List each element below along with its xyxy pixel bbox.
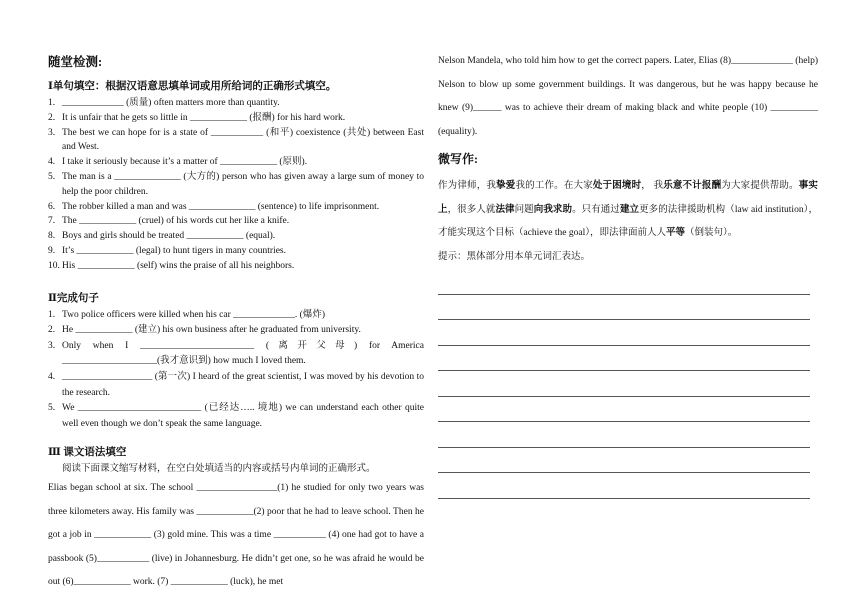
prompt-keyword: 乐意不计报酬: [663, 181, 722, 191]
question-text: Boys and girls should be treated ____________ (equal).: [62, 231, 276, 242]
question-text: _____________ (质量) often matters more than quantity.: [62, 98, 280, 108]
question-number: 9.: [48, 245, 56, 256]
question-text: I take it seriously because it’s a matter of ____________ (原则).: [62, 157, 308, 168]
question-number: 4.: [48, 371, 56, 382]
prompt-text: 。只有通过: [572, 204, 620, 215]
question-item: [48, 126, 424, 156]
answer-line: [438, 397, 810, 423]
answer-line: [438, 295, 810, 321]
question-item: [48, 323, 424, 339]
question-text: ___________________ (第一次) I heard of the great scientist, I was moved by his devotion to the research.: [62, 371, 424, 398]
question-item: [48, 200, 424, 215]
question-number: 5.: [48, 171, 56, 182]
question-text: The man is a ______________ (大方的) person who has given away a large sum of money to help the poor children.: [62, 171, 424, 197]
prompt-text: 问题: [514, 204, 534, 215]
prompt-text: 为大家提供帮助。: [721, 181, 799, 191]
question-number: 3.: [48, 340, 56, 351]
question-number: 8.: [48, 231, 56, 242]
question-item: [48, 259, 424, 274]
answer-line: [438, 448, 810, 474]
question-item: [48, 96, 424, 111]
question-item: [48, 111, 424, 126]
section-2-heading: Ⅱ完成句子: [48, 292, 99, 304]
question-item: [48, 370, 424, 401]
answer-line: [438, 346, 810, 372]
question-number: 2.: [48, 112, 56, 123]
section-2-list: [48, 308, 424, 433]
question-text: He ____________ (建立) his own business after he graduated from university.: [62, 325, 361, 336]
question-number: 6.: [48, 201, 56, 212]
passage-continuation: Nelson Mandela, who told him how to get the correct papers. Later, Elias (8)_____________ (help) Nelson to blow up some government buildings. It was dangerous, but he was happy because he knew (9)______ was to achieve their dream of making black and white people (10) __________ (equality).: [438, 56, 818, 137]
micro-writing-prompt: [438, 175, 818, 246]
question-item: [48, 170, 424, 200]
answer-line: [438, 473, 810, 499]
question-text: His ____________ (self) wins the praise of all his neighbors.: [62, 260, 295, 271]
answer-line: [438, 371, 810, 397]
question-text: The best we can hope for is a state of ___________ (和平) coexistence (共处) between East and West.: [62, 127, 424, 153]
question-number: 5.: [48, 403, 56, 414]
question-number: 10.: [48, 260, 60, 271]
micro-writing-hint: 提示：黑体部分用本单元词汇表达。: [438, 251, 591, 262]
section-3-passage: Elias began school at six. The school _________________(1) he studied for only two years was three kilometers away. His family was ____________(2) poor that he had to leave school. Then he got a job in ____________ (3) gold mine. This was a time ___________ (4) one had got to have a passbook (5)___________ (live) in Johannesburg. He didn’t get one, so he was afraid he would be out (6)____________ work. (7) ____________ (luck), he met: [48, 483, 424, 588]
prompt-keyword: 事实上: [438, 181, 818, 215]
prompt-text: （倒装句）。: [684, 228, 738, 238]
question-text: It’s ____________ (legal) to hunt tigers in many countries.: [62, 245, 287, 256]
question-number: 2.: [48, 325, 56, 336]
right-column: [438, 50, 818, 499]
answer-lines: [438, 269, 818, 499]
page-title: 随堂检测:: [48, 55, 103, 69]
section-1-heading: Ⅰ单句填空：根据汉语意思填单词或用所给词的正确形式填空。: [48, 81, 337, 92]
section-1-list: [48, 96, 424, 274]
section-3-heading: Ⅲ 课文语法填空: [48, 447, 127, 459]
prompt-keyword: 建立: [619, 204, 640, 215]
question-item: [48, 401, 424, 432]
prompt-text: 更多的法律援助机构（law aid institution），才能实现这个目标（achieve the goal），即法律面前人人: [438, 204, 818, 238]
question-number: 1.: [48, 98, 56, 108]
question-text: We __________________________ (已经达….. 境地) we can understand each other quite well even though we don’t speak the same language.: [62, 403, 424, 429]
question-number: 4.: [48, 157, 56, 168]
question-text: It is unfair that he gets so little in ____________ (报酬) for his hard work.: [62, 112, 346, 123]
prompt-keyword: 处于困境时: [592, 181, 642, 191]
answer-line: [438, 269, 810, 295]
left-column: [48, 50, 424, 595]
question-item: [48, 308, 424, 324]
prompt-text: 我的工作。在大家: [515, 181, 593, 191]
question-item: [48, 339, 424, 370]
prompt-keyword: 挚爱: [496, 181, 516, 191]
question-number: 3.: [48, 127, 56, 138]
prompt-text: ， 我: [641, 181, 664, 191]
answer-line: [438, 422, 810, 448]
prompt-keyword: 平等: [665, 228, 685, 238]
question-item: [48, 229, 424, 244]
prompt-keyword: 向我求助: [533, 204, 573, 215]
question-text: The robber killed a man and was ______________ (sentence) to life imprisonment.: [62, 201, 380, 212]
question-number: 7.: [48, 216, 56, 227]
question-item: [48, 214, 424, 229]
answer-line: [438, 320, 810, 346]
question-text: Only when I ________________________ (离开父母) for America ____________________(我才意识到) how much I loved them.: [62, 340, 424, 367]
micro-writing-title: 微写作:: [438, 152, 478, 166]
question-text: Two police officers were killed when his car _____________. (爆炸): [62, 309, 325, 320]
question-item: [48, 155, 424, 170]
prompt-text: ，很多人就: [447, 204, 496, 215]
question-item: [48, 244, 424, 259]
prompt-keyword: 法律: [495, 204, 515, 215]
section-3-instructions: 阅读下面课文缩写材料，在空白处填适当的内容或括号内单词的正确形式。: [62, 464, 376, 475]
question-number: 1.: [48, 309, 56, 320]
question-text: The ____________ (cruel) of his words cut her like a knife.: [62, 216, 290, 227]
prompt-text: 作为律师，我: [438, 181, 497, 191]
